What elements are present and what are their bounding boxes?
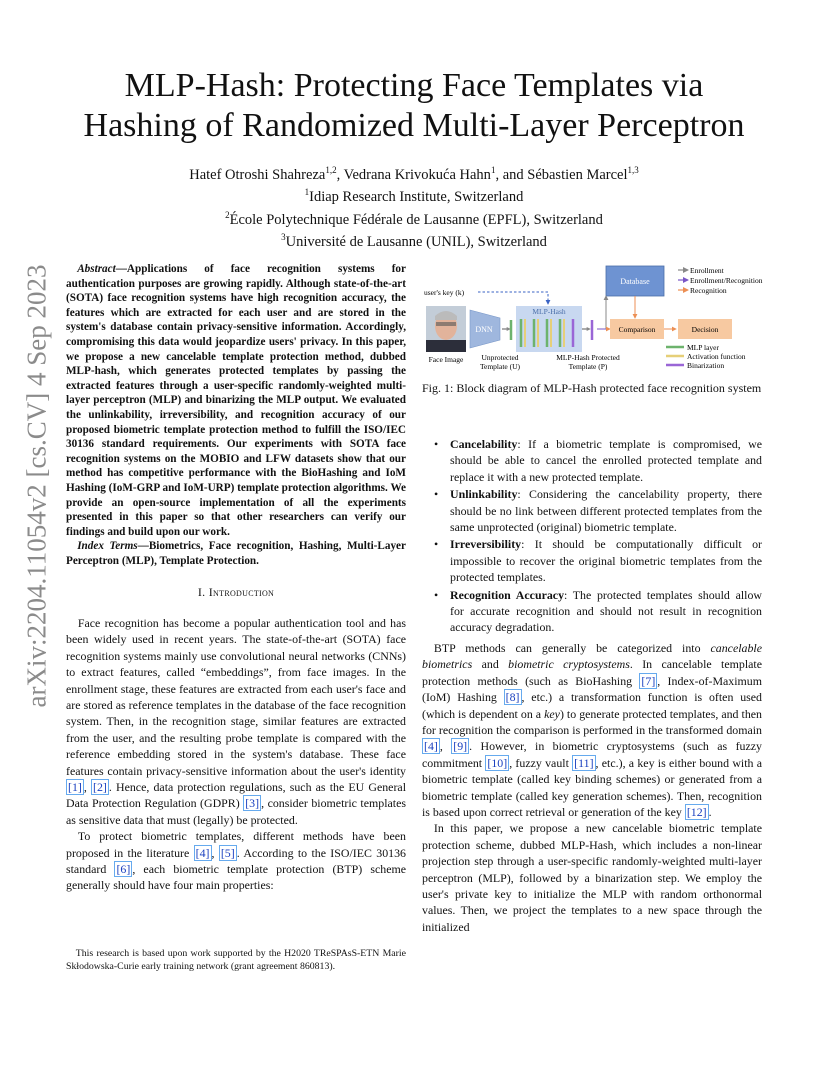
footnote: This research is based upon work supported by the H2020 TReSPAsS-ETN Marie Skłodowska-Curie early training network (grant agreement 860813). <box>66 948 406 972</box>
database-label: Database <box>620 277 650 286</box>
author-names: Hatef Otroshi Shahreza$^{1,2}$, Vedrana Krivokuća Hahn$^1$, and Sébastien Marcel$^{1,3}$ <box>189 165 639 183</box>
citation-link[interactable]: [1] <box>68 779 82 794</box>
citation-link[interactable]: [3] <box>245 796 260 811</box>
intro-paragraph-2: To protect biometric templates, different methods have been proposed in the literature [4] , [5] . According to the ISO/IEC 30136 standard [6] , each biometric template protection (BTP) scheme generally should have four main properties: <box>66 829 406 893</box>
affiliation-2: $^2$École Polytechnique Fédérale de Lausanne (EPFL), Switzerland <box>225 209 603 228</box>
title-line-1: MLP-Hash: Protecting Face Templates via <box>124 67 704 104</box>
citation-link[interactable]: [5] <box>220 845 235 860</box>
arxiv-id: arXiv:2204.11054v2 [cs.CV] 4 Sep 2023 <box>21 264 52 708</box>
author-3-sup: 1,3 <box>627 165 639 175</box>
protected-label-2: Template (P) <box>568 362 608 371</box>
legend-recognition: Recognition <box>690 286 727 295</box>
list-item: • Recognition Accuracy: The protected templates should allow for accurate recognition and should not result in recognition accuracy degradation. <box>422 587 762 636</box>
arxiv-sidebar-stamp <box>21 264 52 708</box>
citation-link[interactable]: [10] <box>487 755 508 770</box>
figure-1-caption: Fig. 1: Block diagram of MLP-Hash protected face recognition system <box>422 381 762 395</box>
citation-link[interactable]: [2] <box>93 779 107 794</box>
legend-mlp-layer: MLP layer <box>687 343 720 352</box>
author-block <box>60 162 768 251</box>
legend-enrollment: Enrollment <box>690 266 724 275</box>
author-1: Hatef Otroshi Shahreza <box>189 166 326 183</box>
affiliation-3: $^3$Université de Lausanne (UNIL), Switzerland <box>281 231 547 250</box>
legend-arrows <box>678 266 763 295</box>
legend-layers <box>666 343 746 370</box>
mlp-hash-label: MLP-Hash <box>532 307 566 316</box>
legend-binarization: Binarization <box>687 361 725 370</box>
list-item: • Unlinkability: Considering the cancelability property, there should be no link between different protected templates from the same unprotected (original) biometric template. <box>422 486 762 535</box>
citation-link[interactable]: [6] <box>116 861 131 876</box>
dnn-label: DNN <box>475 325 493 334</box>
list-item: • Cancelability: If a biometric template is compromised, we should be able to cancel the enrolled protected template and replace it with a new protected template. <box>422 436 762 485</box>
protected-label-1: MLP-Hash Protected <box>556 353 620 362</box>
key-arrow <box>478 292 548 304</box>
abstract-label: Abstract <box>77 263 116 275</box>
citation-link[interactable]: [4] <box>424 739 438 754</box>
affiliation-1: $^1$Idiap Research Institute, Switzerland <box>304 187 524 206</box>
section-heading-introduction: I. Introduction <box>197 585 275 600</box>
comparison-label: Comparison <box>618 325 656 334</box>
face-image-label: Face Image <box>428 355 464 364</box>
author-2-sup: 1 <box>490 165 496 175</box>
legend-activation: Activation function <box>687 352 746 361</box>
list-item: • Irreversibility: It should be computationally difficult or impossible to recover the original biometric templates from the protected templates. <box>422 536 762 585</box>
users-key-label: user's key (k) <box>424 288 465 297</box>
author-3: Sébastien Marcel <box>527 166 628 183</box>
figure-1-block-diagram <box>422 262 766 380</box>
right-column <box>422 436 762 935</box>
index-terms-text: —Biometrics, Face recognition, Hashing, Multi-Layer Perceptron (MLP), Template Protection. <box>66 540 406 567</box>
author-1-sup: 1,2 <box>325 165 337 175</box>
citation-link[interactable]: [7] <box>641 673 656 688</box>
citation-link[interactable]: [12] <box>686 804 707 819</box>
citation-link[interactable]: [8] <box>505 690 520 705</box>
legend-enrollment-recognition: Enrollment/Recognition <box>690 276 763 285</box>
unprotected-label-1: Unprotected <box>481 353 519 362</box>
intro-paragraph-1: Face recognition has become a popular authentication tool and has been widely used in recent years. The state-of-the-art (SOTA) face recognition systems mainly use convolutional neural networks (CNNs) to extract features, called “embeddings”, from face images. In the enrollment stage, these features are extracted from each user's face and are stored as reference templates in the database of the face recognition system. Then, in the recognition stage, similar features are extracted from the user, and the resulting probe template is compared with the reference embedding stored in the system's database. These face features contain privacy-sensitive information about the user's identity [1] , [2] . Hence, data protection regulations, such as the EU General Data Protection Regulation (GDPR) [3] , consider biometric templates as sensitive data that must (legally) be protected. <box>66 615 407 827</box>
btp-properties-list <box>422 436 762 636</box>
unprotected-label-2: Template (U) <box>479 362 521 371</box>
paper-title <box>60 66 768 146</box>
citation-link[interactable]: [9] <box>453 739 468 754</box>
left-column <box>66 262 406 894</box>
author-2: Vedrana Krivokuća Hahn <box>343 166 491 183</box>
index-terms <box>66 539 406 568</box>
index-terms-label: Index Terms <box>77 540 138 553</box>
title-line-2: Hashing of Randomized Multi-Layer Perceptron <box>83 107 745 144</box>
face-image <box>426 306 466 352</box>
abstract-text: —Applications of face recognition systems for authentication purposes are growing rapidly. Although state-of-the-art (SOTA) face recognition systems have high recognition accuracy, the features which are extracted for each user and are stored in the system's database contain privacy-sensitive information. Accordingly, compromising this data would jeopardize users' privacy. In this paper, we propose a new cancelable template protection method, dubbed MLP-hash, which generates protected templates by passing the extracted features through a user-specific randomly-weighted multi-layer perceptron (MLP) and binarizing the MLP output. We evaluated the unlinkability, irreversibility, and recognition accuracy of our proposed biometric template protection method to fulfill the ISO/IEC 30136 standard requirements. Our experiments with SOTA face recognition systems on the MOBIO and LFW datasets show that our method has competitive performance with the BioHashing and IoM Hashing (IoM-GRP and IoM-URP) template protection algorithms. We provide an open-source implementation of all the experiments presented in this paper so that other researchers can verify our findings and build upon our work. <box>66 263 406 538</box>
btp-paragraph: BTP methods can generally be categorized into cancelable biometrics and biometric cryptosystems. In cancelable template protection methods (such as BioHashing [7] , Index-of-Maximum (IoM) Hashing [8] , etc.) a transformation function is often used (which is dependent on a key) to generate protected templates, and then for recognition the comparison is performed in the transformed domain [4] , [9] . However, in biometric cryptosystems (such as fuzzy commitment [10] , fuzzy vault [11] , etc.), a key is either bound with a biometric template (called key binding schemes) or generated from a biometric template (called key generation schemes). Then, recognition is based upon correct retrieval or generation of the key [12] . <box>422 640 763 819</box>
decision-label: Decision <box>691 325 719 334</box>
citation-link[interactable]: [11] <box>574 755 594 770</box>
abstract <box>66 262 406 539</box>
paper-proposal-paragraph: In this paper, we propose a new cancelable biometric template protection scheme, dubbed MLP-Hash, which includes a non-linear projection step through a user-specific randomly-weighted multi-layer perceptron (MLP), followed by a binarization step. We employ the user's private key to initialize the MLP with random orthonormal values. Then, we project the templates to a new space through the initialized <box>422 821 762 934</box>
citation-link[interactable]: [4] <box>195 845 210 860</box>
